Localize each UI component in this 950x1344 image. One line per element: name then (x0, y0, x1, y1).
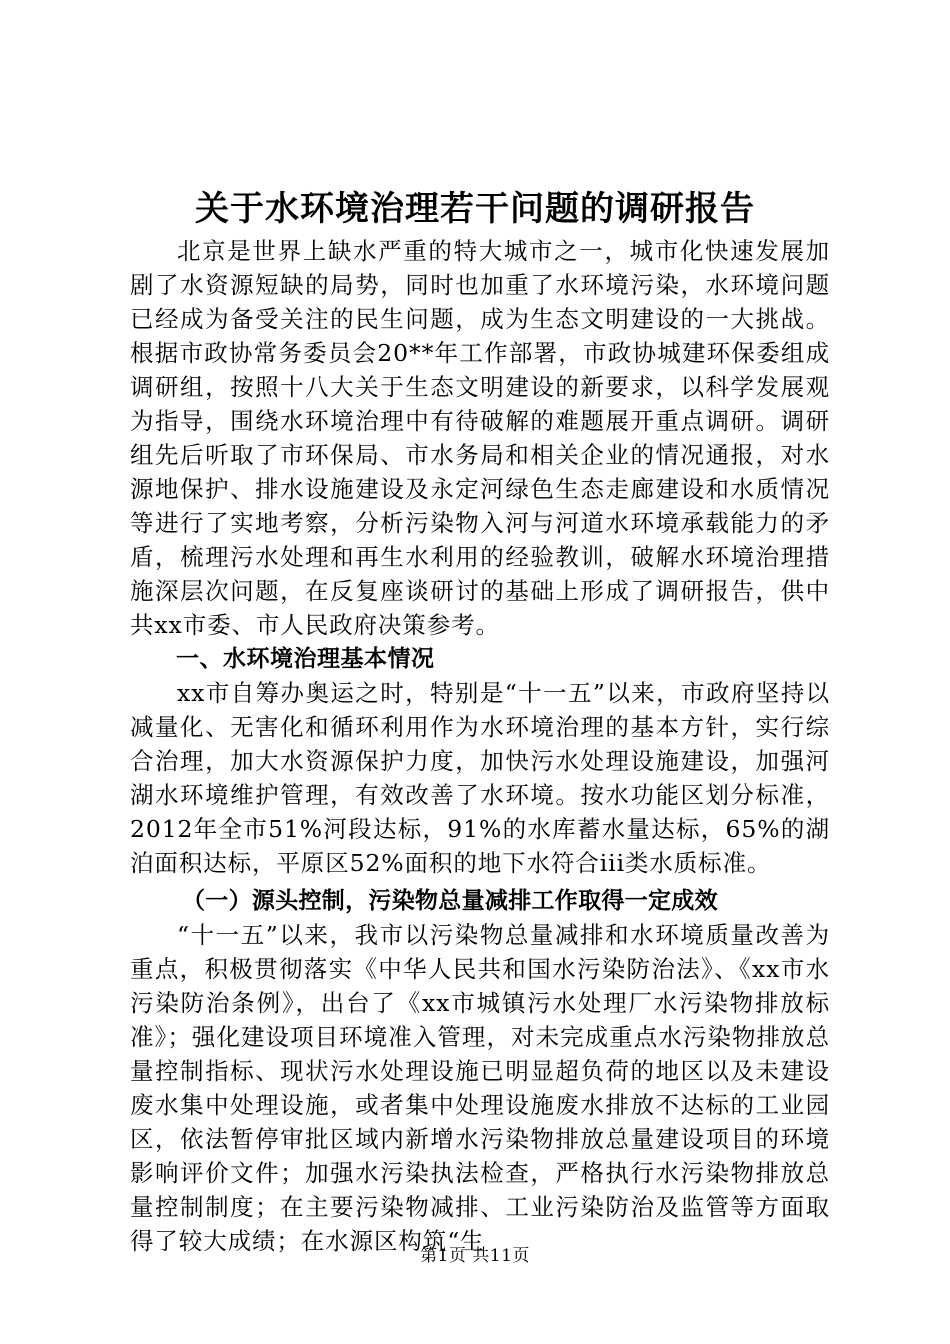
page-number-footer: 第1页 共11页 (420, 1246, 530, 1266)
subsection-1-paragraph: “十一五”以来，我市以污染物总量减排和水环境质量改善为重点，积极贯彻落实《中华人民共和国水污染防治法》、《xx市水污染防治条例》，出台了《xx市城镇污水处理厂水污染物排放标准》；强化建设项目环境准入管理，对未完成重点水污染物排放总量控制指标、现状污水处理设施已明显超负荷的地区以及未建设废水集中处理设施，或者集中处理设施废水排放不达标的工业园区，依法暂停审批区域内新增水污染物排放总量建设项目的环境影响评价文件；加强水污染执法检查，严格执行水污染物排放总量控制制度；在主要污染物减排、工业污染防治及监管等方面取得了较大成绩；在水源区构筑“生 (130, 921, 830, 1255)
document-body (130, 234, 830, 1258)
section-heading-1: 一、水环境治理基本情况 (176, 646, 435, 672)
subsection-heading-1: （一）源头控制，污染物总量减排工作取得一定成效 (182, 888, 718, 914)
section-1-paragraph: xx市自筹办奥运之时，特别是“十一五”以来，市政府坚持以减量化、无害化和循环利用作为水环境治理的基本方针，实行综合治理，加大水资源保护力度，加快污水处理设施建设，加强河湖水环境维护管理，有效改善了水环境。按水功能区划分标准，2012年全市51%河段达标，91%的水库蓄水量达标，65%的湖泊面积达标，平原区52%面积的地下水符合iii类水质标准。 (130, 679, 830, 877)
document-title: 关于水环境治理若干问题的调研报告 (195, 189, 755, 229)
intro-paragraph: 北京是世界上缺水严重的特大城市之一，城市化快速发展加剧了水资源短缺的局势，同时也加重了水环境污染，水环境问题已经成为备受关注的民生问题，成为生态文明建设的一大挑战。根据市政协常务委员会20**年工作部署，市政协城建环保委组成调研组，按照十八大关于生态文明建设的新要求，以科学发展观为指导，围绕水环境治理中有待破解的难题展开重点调研。调研组先后听取了市环保局、市水务局和相关企业的情况通报，对水源地保护、排水设施建设及永定河绿色生态走廊建设和水质情况等进行了实地考察，分析污染物入河与河道水环境承载能力的矛盾，梳理污水处理和再生水利用的经验教训，破解水环境治理措施深层次问题，在反复座谈研讨的基础上形成了调研报告，供中共xx市委、市人民政府决策参考。 (130, 237, 830, 639)
